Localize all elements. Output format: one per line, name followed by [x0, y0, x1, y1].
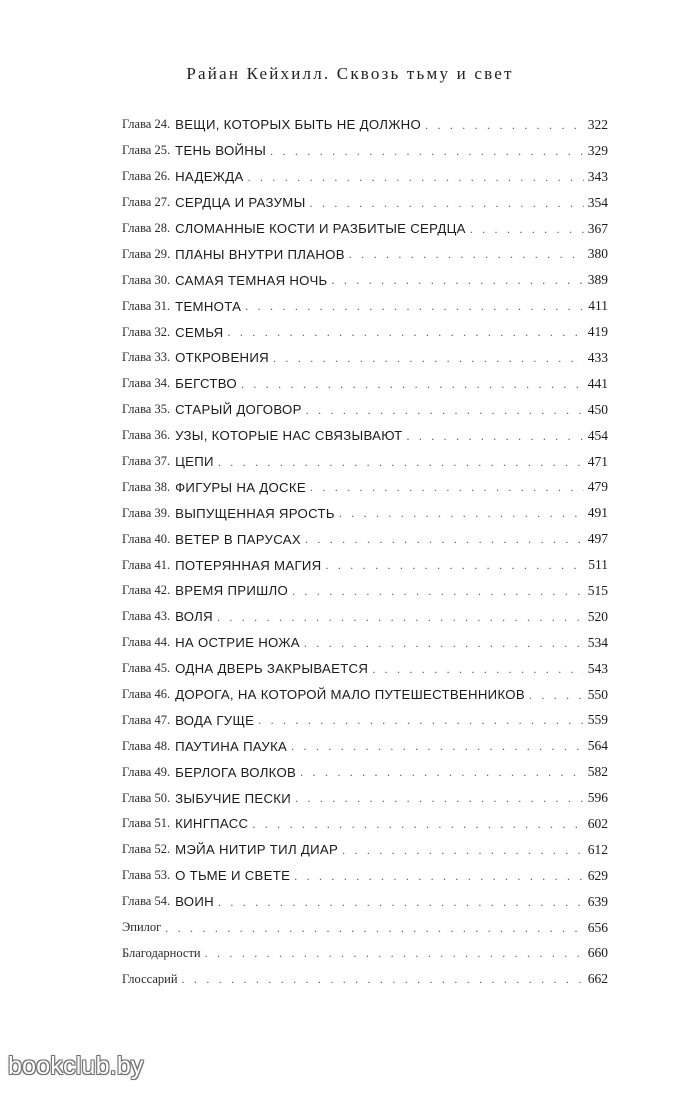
dot-leader: [294, 868, 584, 884]
page-number: 491: [587, 505, 608, 521]
chapter-label: Глава 48.: [122, 738, 171, 753]
chapter-label: Глава 33.: [122, 350, 171, 365]
page-number: 550: [587, 686, 608, 702]
page-number: 660: [587, 945, 608, 961]
page-number: 534: [587, 634, 608, 650]
toc-entry-ch25: [122, 138, 608, 164]
toc-entry-ch31: [122, 293, 608, 319]
chapter-label: Глава 37.: [122, 454, 171, 469]
chapter-label: Глава 53.: [122, 868, 171, 883]
dot-leader: [228, 324, 584, 340]
chapter-title: ФИГУРЫ НА ДОСКЕ: [175, 479, 306, 495]
chapter-title: НА ОСТРИЕ НОЖА: [175, 635, 300, 651]
dot-leader: [372, 661, 584, 677]
chapter-label: Глава 51.: [122, 816, 171, 831]
section-title: Глоссарий: [122, 971, 178, 986]
chapter-title: МЭЙА НИТИР ТИЛ ДИАР: [175, 842, 339, 858]
dot-leader: [325, 557, 584, 573]
toc-entry-ch36: [122, 423, 608, 449]
toc-entry-ch47: [122, 707, 608, 733]
chapter-title: ВОИН: [175, 894, 214, 910]
chapter-title: СЕМЬЯ: [175, 324, 224, 340]
dot-leader: [292, 583, 584, 599]
toc-entry-ch49: [122, 759, 608, 785]
chapter-label: Глава 29.: [122, 246, 171, 261]
toc-entry-epilogue: [122, 915, 608, 941]
page-number: 479: [587, 479, 608, 495]
chapter-label: Глава 34.: [122, 376, 171, 391]
chapter-title: КИНГПАСС: [175, 816, 249, 832]
page-number: 515: [587, 582, 608, 598]
toc-entry-ch33: [122, 345, 608, 371]
toc-entry-ch52: [122, 837, 608, 863]
chapter-label: Глава 40.: [122, 531, 171, 546]
dot-leader: [342, 842, 584, 858]
toc-entry-ch44: [122, 630, 608, 656]
chapter-title: ВЫПУЩЕННАЯ ЯРОСТЬ: [175, 505, 335, 521]
dot-leader: [273, 350, 584, 366]
dot-leader: [248, 169, 584, 185]
chapter-title: БЕГСТВО: [175, 376, 237, 392]
dot-leader: [258, 712, 584, 728]
page-number: 497: [587, 531, 608, 547]
dot-leader: [291, 738, 584, 754]
dot-leader: [218, 894, 584, 910]
chapter-label: Глава 43.: [122, 609, 171, 624]
chapter-title: СТАРЫЙ ДОГОВОР: [175, 402, 302, 418]
chapter-title: САМАЯ ТЕМНАЯ НОЧЬ: [175, 272, 328, 288]
page-number: 543: [587, 660, 608, 676]
dot-leader: [241, 376, 584, 392]
chapter-label: Глава 26.: [122, 169, 171, 184]
chapter-label: Глава 44.: [122, 635, 171, 650]
page-number: 433: [587, 349, 608, 365]
chapter-label: Глава 46.: [122, 687, 171, 702]
page-number: 411: [588, 298, 608, 314]
toc-entry-ch32: [122, 319, 608, 345]
toc-entry-ch38: [122, 474, 608, 500]
watermark-text: bookclub.by: [8, 1052, 144, 1080]
toc-entry-ch30: [122, 267, 608, 293]
chapter-title: СЛОМАННЫЕ КОСТИ И РАЗБИТЫЕ СЕРДЦА: [175, 221, 466, 236]
dot-leader: [425, 117, 584, 133]
dot-leader: [470, 221, 584, 237]
chapter-label: Глава 54.: [122, 894, 171, 909]
chapter-title: О ТЬМЕ И СВЕТЕ: [175, 868, 291, 884]
toc-entry-glossary: [122, 966, 608, 992]
dot-leader: [306, 402, 584, 418]
dot-leader: [295, 790, 584, 806]
page-number: 629: [587, 867, 608, 883]
page-number: 602: [587, 815, 608, 831]
running-head: Райан Кейхилл. Сквозь тьму и свет: [186, 64, 514, 83]
chapter-label: Глава 42.: [122, 583, 171, 598]
toc-entry-ch45: [122, 656, 608, 682]
page-number: 656: [587, 919, 608, 935]
toc-entry-ch37: [122, 449, 608, 475]
dot-leader: [406, 428, 583, 444]
chapter-label: Глава 38.: [122, 479, 171, 494]
chapter-title: ПОТЕРЯННАЯ МАГИЯ: [175, 557, 322, 573]
chapter-title: ВЕЩИ, КОТОРЫХ БЫТЬ НЕ ДОЛЖНО: [175, 117, 422, 133]
page-number: 662: [587, 971, 608, 987]
page-number: 511: [588, 557, 608, 573]
page-number: 559: [587, 712, 608, 728]
chapter-title: ВЕТЕР В ПАРУСАХ: [175, 531, 301, 547]
page-number: 612: [587, 841, 608, 857]
toc-entry-ch43: [122, 604, 608, 630]
chapter-label: Глава 28.: [122, 221, 171, 235]
chapter-title: НАДЕЖДА: [175, 169, 244, 185]
toc-entry-ch48: [122, 733, 608, 759]
dot-leader: [529, 687, 584, 703]
page-number: 639: [587, 893, 608, 909]
chapter-title: ОДНА ДВЕРЬ ЗАКРЫВАЕТСЯ: [175, 661, 369, 677]
chapter-label: Глава 24.: [122, 117, 171, 132]
page-number: 454: [587, 427, 608, 443]
page-number: 343: [587, 168, 608, 184]
chapter-title: ДОРОГА, НА КОТОРОЙ МАЛО ПУТЕШЕСТВЕННИКОВ: [175, 687, 525, 703]
dot-leader: [245, 298, 584, 314]
dot-leader: [182, 971, 584, 987]
chapter-title: СЕРДЦА И РАЗУМЫ: [175, 195, 306, 211]
page-number: 367: [587, 220, 608, 236]
dot-leader: [300, 764, 584, 780]
toc-entry-ch35: [122, 397, 608, 423]
toc-entry-ch50: [122, 785, 608, 811]
page-number: 441: [587, 375, 608, 391]
toc-entry-ch54: [122, 889, 608, 915]
toc-entry-ch28: [122, 216, 608, 242]
dot-leader: [310, 479, 584, 495]
toc-entry-ch34: [122, 371, 608, 397]
dot-leader: [305, 531, 584, 547]
chapter-label: Глава 36.: [122, 428, 171, 443]
dot-leader: [339, 505, 584, 521]
chapter-title: ЗЫБУЧИЕ ПЕСКИ: [175, 790, 292, 806]
toc-entry-ch40: [122, 526, 608, 552]
chapter-title: ПАУТИНА ПАУКА: [175, 738, 288, 754]
chapter-label: Глава 49.: [122, 764, 171, 779]
chapter-title: ОТКРОВЕНИЯ: [175, 350, 269, 366]
chapter-label: Глава 27.: [122, 195, 171, 210]
dot-leader: [310, 195, 584, 211]
page-number: 322: [587, 116, 608, 132]
dot-leader: [270, 143, 584, 159]
dot-leader: [218, 454, 584, 470]
toc-entry-ch41: [122, 552, 608, 578]
toc-entry-ch26: [122, 164, 608, 190]
dot-leader: [205, 945, 584, 961]
page-number: 564: [587, 738, 608, 754]
page-number: 582: [587, 764, 608, 780]
chapter-title: ЦЕПИ: [175, 454, 214, 470]
section-title: Благодарности: [122, 945, 201, 960]
section-title: Эпилог: [122, 920, 162, 935]
chapter-label: Глава 31.: [122, 298, 171, 313]
dot-leader: [252, 816, 583, 832]
toc-entry-ch27: [122, 190, 608, 216]
toc-entry-ch51: [122, 811, 608, 837]
page-number: 520: [587, 608, 608, 624]
chapter-label: Глава 47.: [122, 712, 171, 727]
chapter-title: БЕРЛОГА ВОЛКОВ: [175, 764, 297, 780]
chapter-title: УЗЫ, КОТОРЫЕ НАС СВЯЗЫВАЮТ: [175, 428, 403, 444]
table-of-contents: [122, 112, 608, 992]
chapter-label: Глава 41.: [122, 557, 171, 572]
page-number: 450: [587, 401, 608, 417]
toc-entry-ch42: [122, 578, 608, 604]
page-number: 329: [587, 142, 608, 158]
chapter-title: ВОЛЯ: [175, 609, 213, 625]
chapter-title: ТЕМНОТА: [175, 298, 242, 314]
chapter-label: Глава 50.: [122, 790, 171, 805]
page-number: 389: [587, 272, 608, 288]
chapter-title: ВОДА ГУЩЕ: [175, 712, 255, 728]
dot-leader: [349, 246, 584, 262]
page-number: 380: [587, 246, 608, 262]
page-number: 419: [587, 324, 608, 340]
chapter-label: Глава 52.: [122, 842, 171, 857]
dot-leader: [217, 609, 584, 625]
chapter-label: Глава 35.: [122, 402, 171, 417]
toc-entry-acknowledgements: [122, 941, 608, 967]
dot-leader: [165, 920, 584, 936]
page-number: 596: [587, 790, 608, 806]
toc-entry-ch46: [122, 682, 608, 708]
toc-entry-ch24: [122, 112, 608, 138]
page-number: 354: [587, 194, 608, 210]
chapter-title: ВРЕМЯ ПРИШЛО: [175, 583, 289, 599]
chapter-label: Глава 32.: [122, 324, 171, 339]
toc-entry-ch53: [122, 863, 608, 889]
chapter-label: Глава 45.: [122, 661, 171, 676]
toc-entry-ch29: [122, 241, 608, 267]
page-number: 471: [587, 453, 608, 469]
chapter-label: Глава 39.: [122, 505, 171, 520]
dot-leader: [332, 272, 584, 288]
chapter-label: Глава 30.: [122, 272, 171, 287]
chapter-title: ПЛАНЫ ВНУТРИ ПЛАНОВ: [175, 246, 345, 262]
chapter-label: Глава 25.: [122, 143, 171, 158]
toc-entry-ch39: [122, 500, 608, 526]
chapter-title: ТЕНЬ ВОЙНЫ: [175, 143, 267, 159]
dot-leader: [304, 635, 584, 651]
